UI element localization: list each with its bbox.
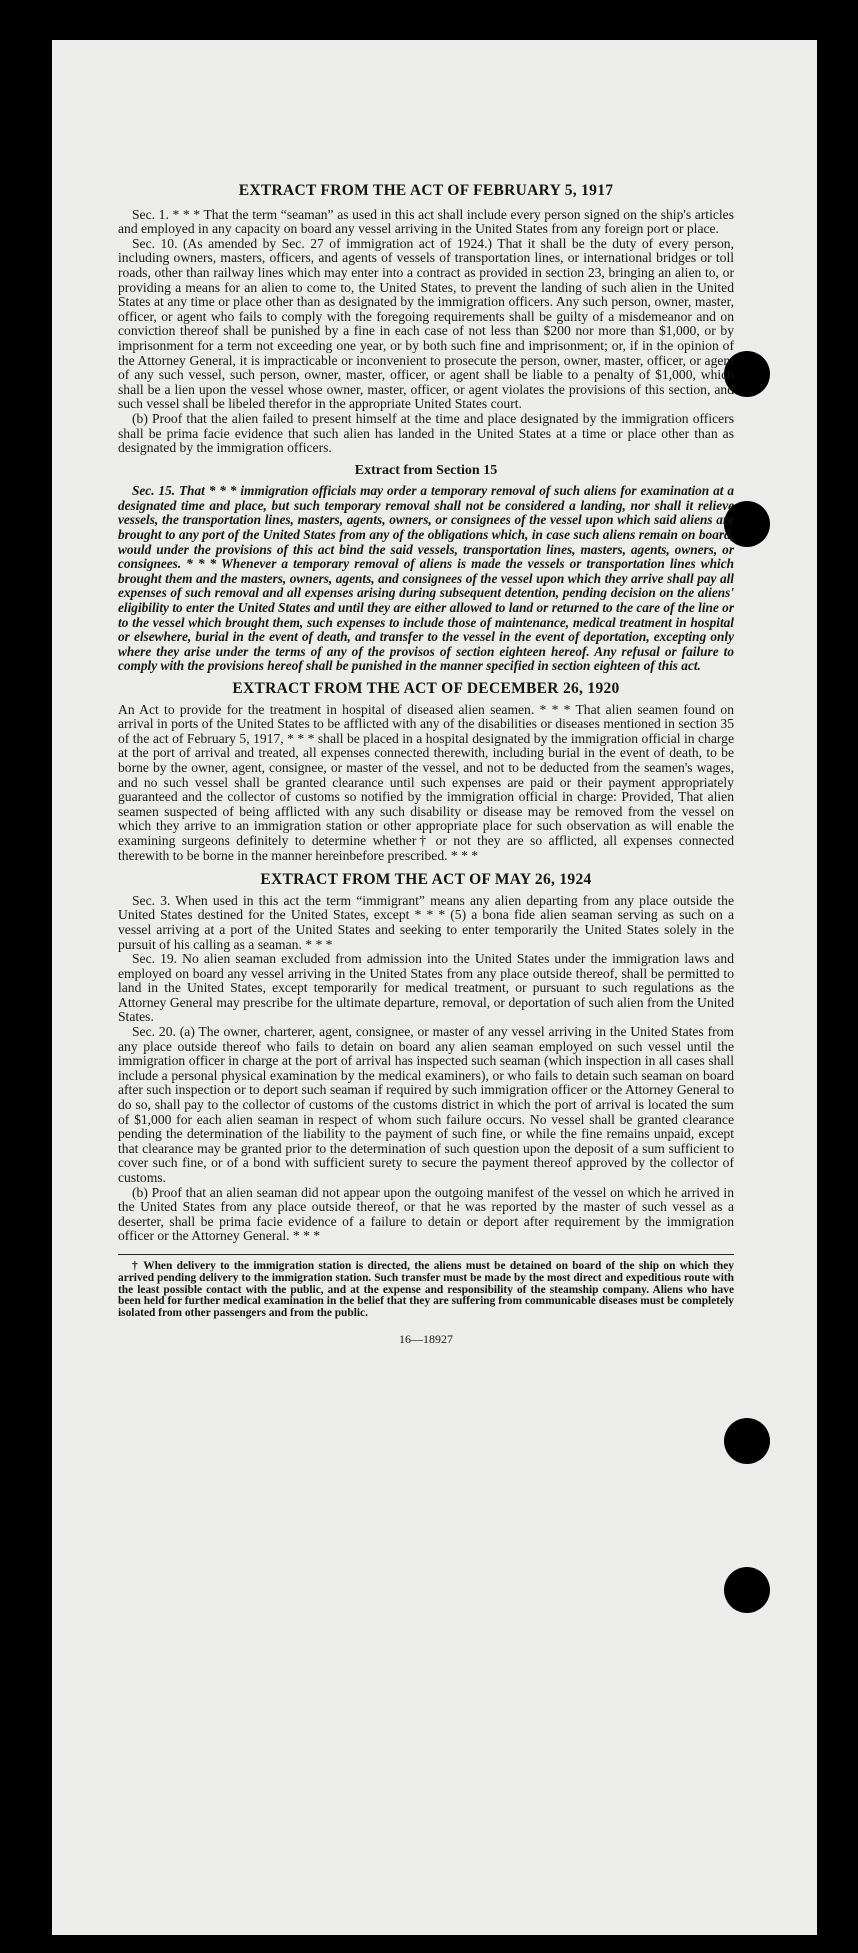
punch-hole bbox=[724, 1567, 770, 1613]
footnote: † When delivery to the immigration station is directed, the aliens must be detained on board of the ship on which they arrived pending delivery to the immigration station. Such transfer must be made by the most direct and expeditious route with the least possible contact with the public, and at the expense and responsibility of the steamship company. Aliens who have been held for further medical examination in the belief that they are suffering from communicable diseases must be completely isolated from other passengers and from the public. bbox=[118, 1259, 734, 1320]
heading-act-1920: EXTRACT FROM THE ACT OF DECEMBER 26, 1920 bbox=[232, 680, 620, 697]
document-text bbox=[118, 184, 734, 1347]
paragraph-sec-20-a: Sec. 20. (a) The owner, charterer, agent, consignee, or master of any vessel arriving in the United States from any place outside thereof who fails to detain on board any alien seaman employed on such vessel until the immigration officer in charge at the port of arrival has inspected such seaman (which inspection in all cases shall include a personal physical examination by the medical examiners), or who fails to detain such seaman on board after such inspection or to deport such seaman if required by such immigration officer or the Attorney General to do so, shall pay to the collector of customs of the customs district in which the port of arrival is located the sum of $1,000 for each alien seaman in respect of whom such failure occurs. No vessel shall be granted clearance pending the determination of the liability to the payment of such fine, or while the fine remains unpaid, except that clearance may be granted prior to the determination of such question upon the deposit of a sum sufficient to cover such fine, or of a bond with sufficient surety to secure the payment thereof approved by the collector of customs. bbox=[118, 1024, 734, 1185]
paragraph-sec-19: Sec. 19. No alien seaman excluded from admission into the United States under the immigration laws and employed on board any vessel arriving in the United States from any place outside thereof, shall be permitted to land in the United States, except temporarily for medical treatment, or pursuant to such regulations as the Attorney General may prescribe for the ultimate departure, removal, or deportation of such alien from the United States. bbox=[118, 951, 734, 1025]
paragraph-sec-10: Sec. 10. (As amended by Sec. 27 of immigration act of 1924.) That it shall be the duty of every person, including owners, masters, officers, and agents of vessels of transportation lines, or international bridges or toll roads, other than railway lines which may enter into a contract as provided in section 23, bringing an alien to, or providing a means for an alien to come to, the United States, to prevent the landing of such alien in the United States at any time or place other than as designated by the immigration officers. Any such person, owner, master, officer, or agent who fails to comply with the foregoing requirements shall be guilty of a misdemeanor and on conviction thereof shall be punished by a fine in each case of not less than $200 nor more than $1,000, or by imprisonment for a term not exceeding one year, or by both such fine and imprisonment; or, if in the opinion of the Attorney General, it is impracticable or inconvenient to prosecute the person, owner, master, officer, or agent of any such vessel, such person, owner, master, officer, or agent shall be liable to a penalty of $1,000, which shall be a lien upon the vessel whose owner, master, officer, or agent violates the provisions of this section, and such vessel shall be libeled therefor in the appropriate United States court. bbox=[118, 235, 734, 412]
form-number: 16—18927 bbox=[399, 1331, 453, 1346]
heading-act-1924: EXTRACT FROM THE ACT OF MAY 26, 1924 bbox=[260, 871, 592, 889]
paragraph-sec-1: Sec. 1. * * * That the term “seaman” as used in this act shall include every person signed on the ship's articles and employed in any capacity on board any vessel arriving in the United States from any foreign port or place. bbox=[118, 206, 734, 237]
paragraph-act-1920: An Act to provide for the treatment in hospital of diseased alien seamen. * * * That alien seamen found on arrival in ports of the United States to be afflicted with any of the disabilities or diseases mentioned in section 35 of the act of February 5, 1917, * * * shall be placed in a hospital designated by the immigration official in charge at the port of arrival and treated, all expenses connected therewith, including burial in the event of death, to be borne by the owner, agent, consignee, or master of the vessel, and not to be deducted from the seamen's wages, and no such vessel shall be granted clearance until such expenses are paid or their payment appropriately guaranteed and the collector of customs so notified by the immigration official in charge: Provided, That alien seamen suspected of being afflicted with any such disability or disease may be removed from the vessel on which they arrive to an immigration station or other appropriate place for such observation as will enable the examining surgeons definitely to determine whether† or not they are so afflicted, all expenses connected therewith to be borne in the manner hereinbefore prescribed. * * * bbox=[118, 701, 734, 863]
paragraph-sec-20-b: (b) Proof that an alien seaman did not appear upon the outgoing manifest of the vessel on which he arrived in the United States from any place outside thereof, or that he was reported by the master of such vessel as a deserter, shall be prima facie evidence of a failure to detain or deport after requirement by the immigration officer or the Attorney General. * * * bbox=[118, 1184, 734, 1244]
punch-hole bbox=[724, 1418, 770, 1464]
heading-act-1917: EXTRACT FROM THE ACT OF FEBRUARY 5, 1917 bbox=[238, 182, 614, 199]
paragraph-sec-10-b: (b) Proof that the alien failed to present himself at the time and place designated by the immigration officers shall be prima facie evidence that such alien has landed in the United States at a time or place other than as designated by the immigration officers. bbox=[118, 410, 734, 456]
heading-section-15: Extract from Section 15 bbox=[354, 462, 498, 478]
paragraph-sec-15: Sec. 15. That * * * immigration officials may order a temporary removal of such aliens for examination at a designated time and place, but such temporary removal shall not be considered a landing, nor shall it relieve vessels, the transportation lines, masters, agents, owners, or consignees of the vessel upon which said aliens are brought to any port of the United States from any of the obligations which, in case such aliens remain on board, would under the provisions of this act bind the said vessels, transportation lines, masters, agents, owners, or consignees. * * * Whenever a temporary removal of aliens is made the vessels or transportation lines which brought them and the masters, owners, agents, and consignees of the vessel upon which they arrive shall pay all expenses of such removal and all expenses arising during subsequent detention, pending decision on the aliens' eligibility to enter the United States and until they are either allowed to land or returned to the care of the line or to the vessel which brought them, such expenses to include those of maintenance, medical treatment in hospital or elsewhere, burial in the event of death, and transfer to the vessel in the event of deportation, excepting only where they arise under the terms of any of the provisos of section eighteen hereof. Any refusal or failure to comply with the provisions hereof shall be punished in the manner specified in section eighteen of this act. bbox=[118, 483, 734, 674]
paragraph-sec-3: Sec. 3. When used in this act the term “immigrant” means any alien departing from any place outside the United States destined for the United States, except * * * (5) a bona fide alien seaman serving as such on a vessel arriving at a port of the United States and seeking to enter temporarily the United States solely in the pursuit of his calling as a seaman. * * * bbox=[118, 892, 734, 952]
divider bbox=[118, 1254, 734, 1255]
